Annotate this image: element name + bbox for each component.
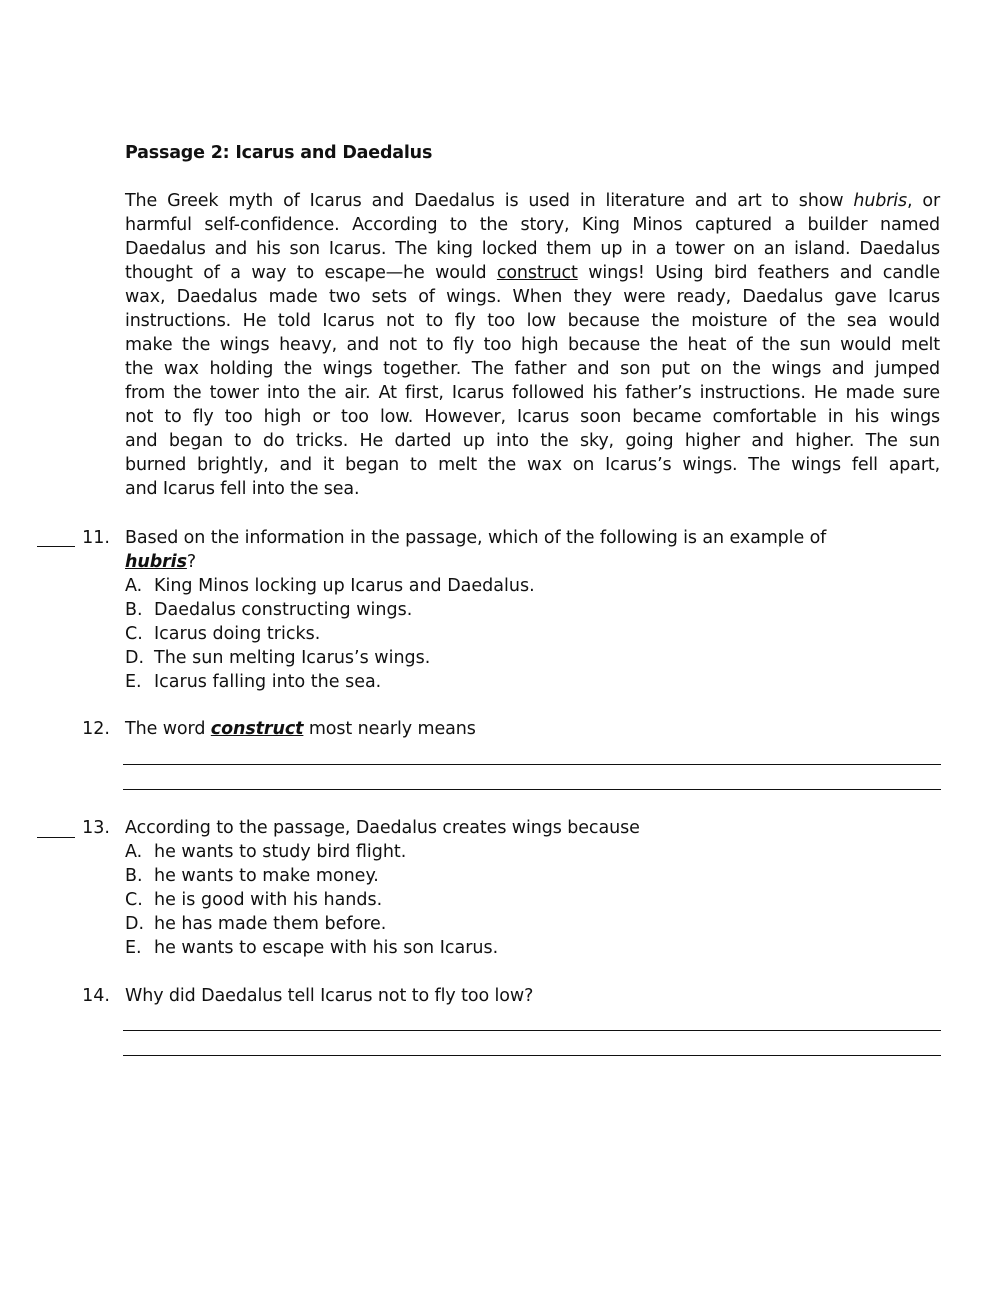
question-number-11: 11. <box>82 528 110 548</box>
question-number-13: 13. <box>82 818 110 838</box>
construct-keyword: construct <box>210 719 304 739</box>
answer-line-q12-2[interactable] <box>123 789 941 790</box>
passage-line: from the tower into the air. At first, Icarus followed his father’s instructions. He made sure <box>125 383 940 403</box>
option-11-e[interactable]: E. Icarus falling into the sea. <box>125 672 382 692</box>
passage-body <box>125 189 940 501</box>
construct-term: construct <box>496 263 578 283</box>
answer-line-q12-1[interactable] <box>123 764 941 765</box>
passage-line: thought of a way to escape—he would construct wings! Using bird feathers and candle <box>125 263 941 283</box>
option-11-d[interactable]: D. The sun melting Icarus’s wings. <box>125 648 431 668</box>
passage-line: instructions. He told Icarus not to fly too low because the moisture of the sea would <box>125 311 940 331</box>
passage-line: make the wings heavy, and not to fly too high because the heat of the sun would melt <box>125 335 940 355</box>
option-13-e[interactable]: E. he wants to escape with his son Icarus. <box>125 938 499 958</box>
option-13-b[interactable]: B. he wants to make money. <box>125 866 379 886</box>
passage-line: and Icarus fell into the sea. <box>125 479 360 499</box>
passage-line: Daedalus and his son Icarus. The king locked them up in a tower on an island. Daedalus <box>125 239 940 259</box>
option-11-c[interactable]: C. Icarus doing tricks. <box>125 624 321 644</box>
passage-line: not to fly too high or too low. However, Icarus soon became comfortable in his wings <box>125 407 940 427</box>
option-11-b[interactable]: B. Daedalus constructing wings. <box>125 600 413 620</box>
passage-line: The Greek myth of Icarus and Daedalus is used in literature and art to show hubris, or <box>125 191 940 211</box>
passage-line: harmful self-confidence. According to the story, King Minos captured a builder named <box>125 215 940 235</box>
answer-line-q14-2[interactable] <box>123 1055 941 1056</box>
option-13-c[interactable]: C. he is good with his hands. <box>125 890 383 910</box>
passage-line: the wax holding the wings together. The father and son put on the wings and jumped <box>125 359 940 379</box>
passage-line: wax, Daedalus made two sets of wings. When they were ready, Daedalus gave Icarus <box>125 287 940 307</box>
question-14-text: Why did Daedalus tell Icarus not to fly too low? <box>125 986 534 1006</box>
hubris-keyword: hubris <box>125 552 187 572</box>
hubris-term: hubris <box>853 191 907 211</box>
option-11-a[interactable]: A. King Minos locking up Icarus and Daedalus. <box>125 576 535 596</box>
question-12-text: The word construct most nearly means <box>125 719 476 739</box>
question-11-keyword-line: hubris? <box>125 552 197 572</box>
passage-line: burned brightly, and it began to melt the wax on Icarus’s wings. The wings fell apart, <box>125 455 940 475</box>
question-number-12: 12. <box>82 719 110 739</box>
option-13-d[interactable]: D. he has made them before. <box>125 914 387 934</box>
answer-line-q14-1[interactable] <box>123 1030 941 1031</box>
question-number-14: 14. <box>82 986 110 1006</box>
passage-title: Passage 2: Icarus and Daedalus <box>125 143 433 163</box>
passage-line: and began to do tricks. He darted up into the sky, going higher and higher. The sun <box>125 431 940 451</box>
question-11-text: Based on the information in the passage, which of the following is an example of <box>125 528 827 548</box>
question-13-text: According to the passage, Daedalus creates wings because <box>125 818 640 838</box>
option-13-a[interactable]: A. he wants to study bird flight. <box>125 842 407 862</box>
